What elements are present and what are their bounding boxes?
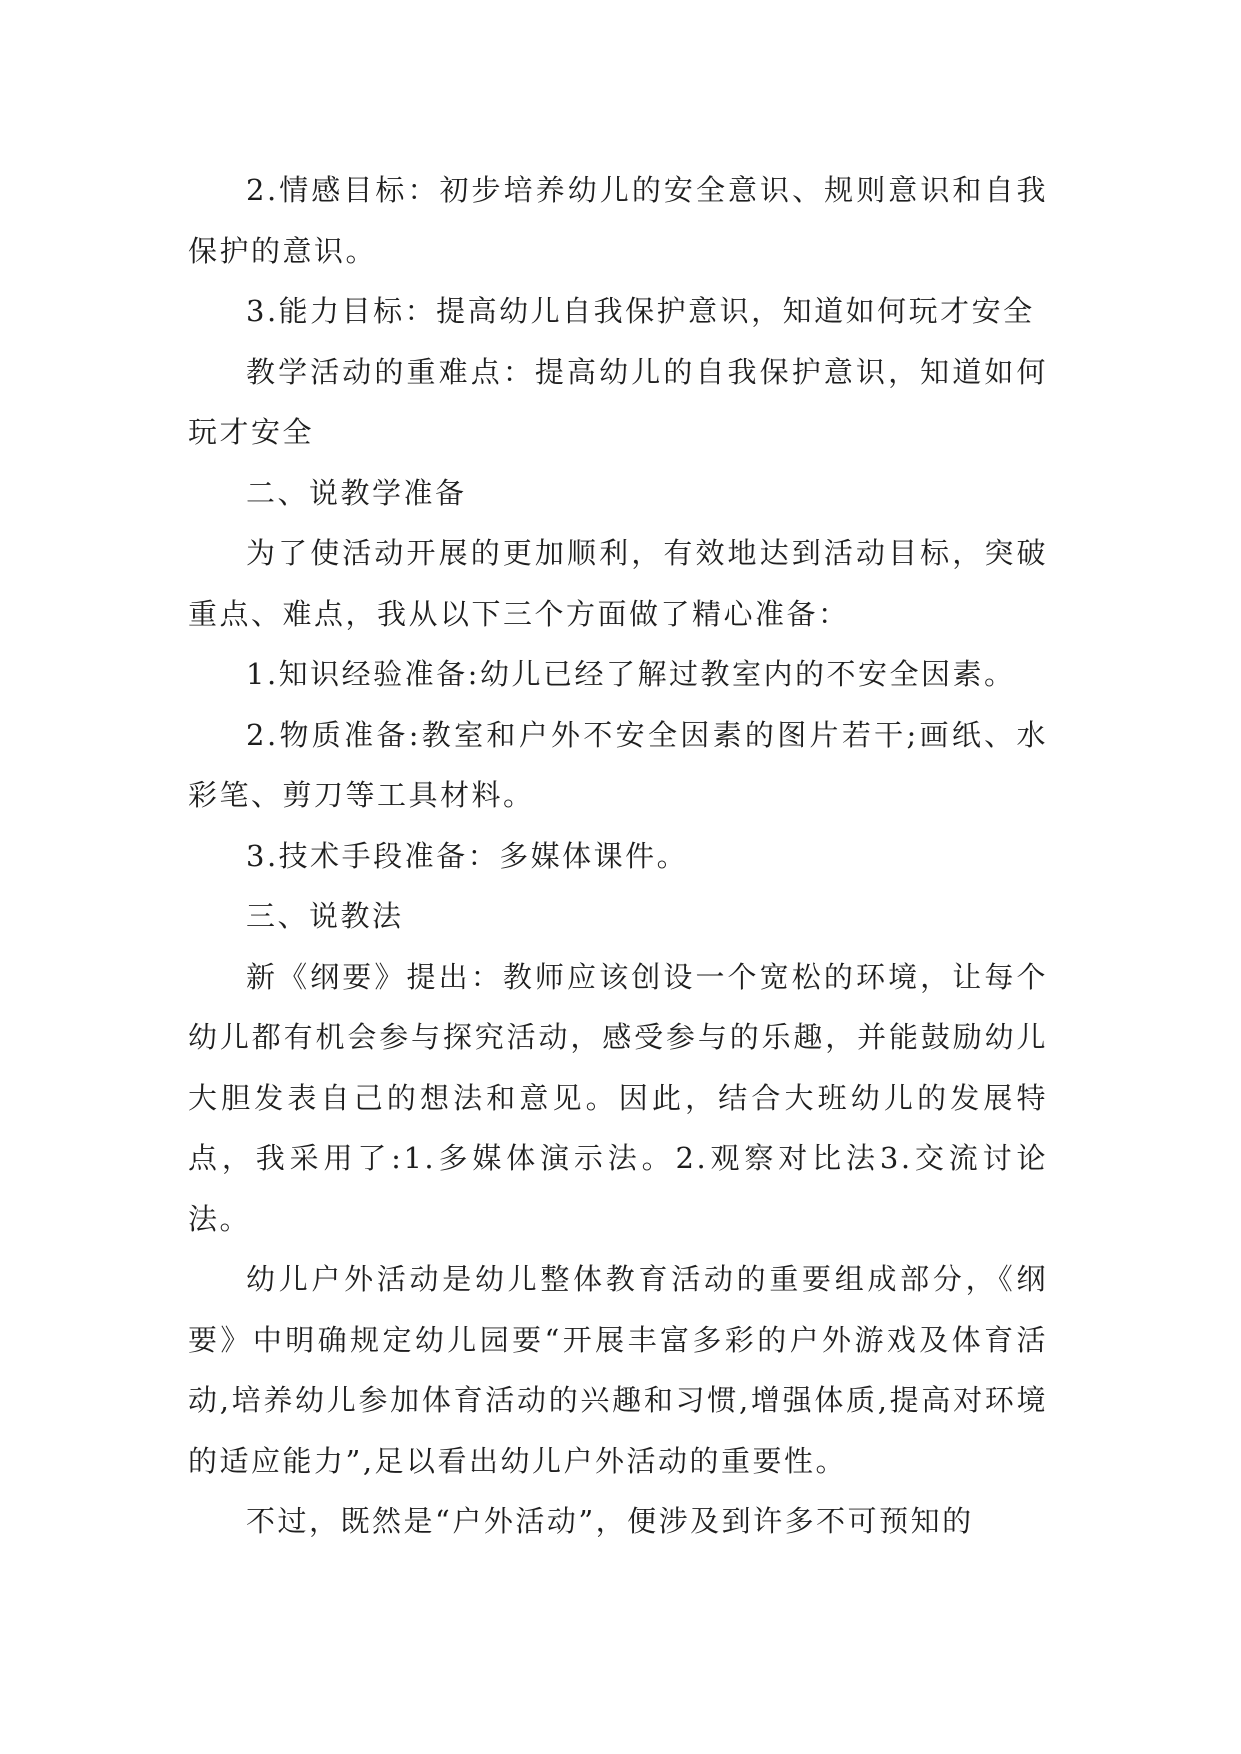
section-heading-teaching-preparation: 二、说教学准备 bbox=[246, 475, 467, 510]
paragraph-key-difficulties: 教学活动的重难点：提高幼儿的自我保护意识，知道如何玩才安全 bbox=[188, 354, 1048, 449]
section-heading-teaching-methods: 三、说教法 bbox=[246, 899, 404, 933]
paragraph-material-preparation: 2.物质准备:教室和户外不安全因素的图片若干;画纸、水彩笔、剪刀等工具材料。 bbox=[188, 717, 1048, 812]
paragraph-outdoor-risks: 不过，既然是“户外活动”，便涉及到许多不可预知的 bbox=[246, 1504, 974, 1538]
paragraph-technical-preparation: 3.技术手段准备：多媒体课件。 bbox=[246, 838, 689, 873]
document-body bbox=[188, 160, 1048, 1552]
paragraph-knowledge-preparation: 1.知识经验准备:幼儿已经了解过教室内的不安全因素。 bbox=[246, 657, 1016, 691]
paragraph-ability-goal: 3.能力目标：提高幼儿自我保护意识，知道如何玩才安全 bbox=[246, 294, 1035, 328]
paragraph-preparation-intro: 为了使活动开展的更加顺利，有效地达到活动目标，突破重点、难点，我从以下三个方面做了精心准备： bbox=[188, 536, 1048, 631]
paragraph-outdoor-importance: 幼儿户外活动是幼儿整体教育活动的重要组成部分，《纲要》中明确规定幼儿园要“开展丰富多彩的户外游戏及体育活动,培养幼儿参加体育活动的兴趣和习惯,增强体质,提高对环境的适应能力”,足以看出幼儿户外活动的重要性。 bbox=[188, 1262, 1048, 1478]
paragraph-emotional-goal: 2.情感目标：初步培养幼儿的安全意识、规则意识和自我保护的意识。 bbox=[188, 173, 1048, 268]
paragraph-teaching-methods: 新《纲要》提出：教师应该创设一个宽松的环境，让每个幼儿都有机会参与探究活动，感受参与的乐趣，并能鼓励幼儿大胆发表自己的想法和意见。因此，结合大班幼儿的发展特点，我采用了:1.多媒体演示法。2.观察对比法3.交流讨论法。 bbox=[188, 959, 1048, 1236]
